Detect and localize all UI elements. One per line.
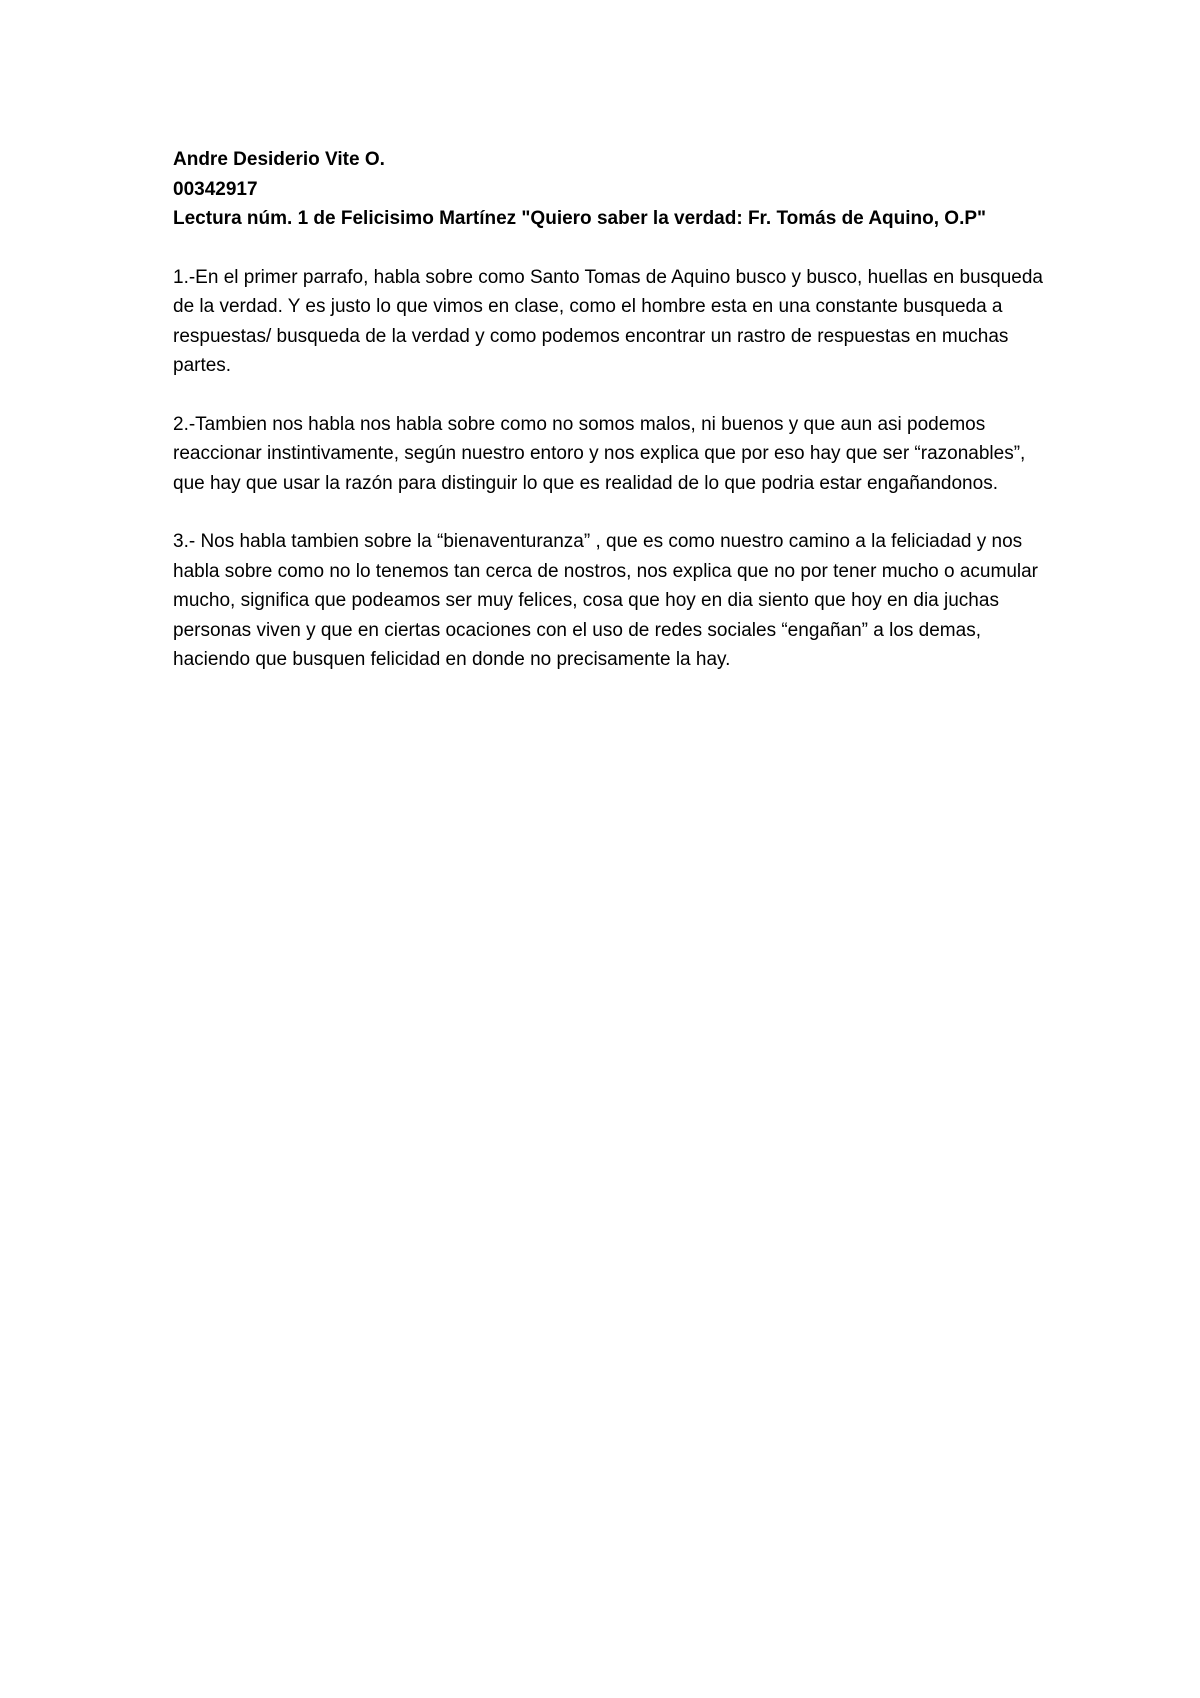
document-body [173, 145, 1053, 675]
paragraph-1: 1.-En el primer parrafo, habla sobre como Santo Tomas de Aquino busco y busco, huellas en busqueda de la verdad. Y es justo lo que vimos en clase, como el hombre esta en una constante busqueda a respuestas/ busqueda de la verdad y como podemos encontrar un rastro de respuestas en muchas partes. [173, 266, 1043, 376]
paragraph-3: 3.- Nos habla tambien sobre la “bienaventuranza” , que es como nuestro camino a la feliciadad y nos habla sobre como no lo tenemos tan cerca de nostros, nos explica que no por tener mucho o acumular mucho, significa que podeamos ser muy felices, cosa que hoy en dia siento que hoy en dia juchas personas viven y que en ciertas ocaciones con el uso de redes sociales “engañan” a los demas, haciendo que busquen felicidad en donde no precisamente la hay. [173, 531, 1039, 670]
document-header [173, 145, 1053, 234]
reading-title: Lectura núm. 1 de Felicisimo Martínez "Quiero saber la verdad: Fr. Tomás de Aquino, O.P" [173, 208, 987, 229]
student-id: 00342917 [173, 178, 258, 200]
paragraph-2: 2.-Tambien nos habla nos habla sobre como no somos malos, ni buenos y que aun asi podemos reaccionar instintivamente, según nuestro entoro y nos explica que por eso hay que ser “razonables”, que hay que usar la razón para distinguir lo que es realidad de lo que podria estar engañandonos. [173, 413, 1026, 494]
author-name: Andre Desiderio Vite O. [173, 149, 385, 170]
